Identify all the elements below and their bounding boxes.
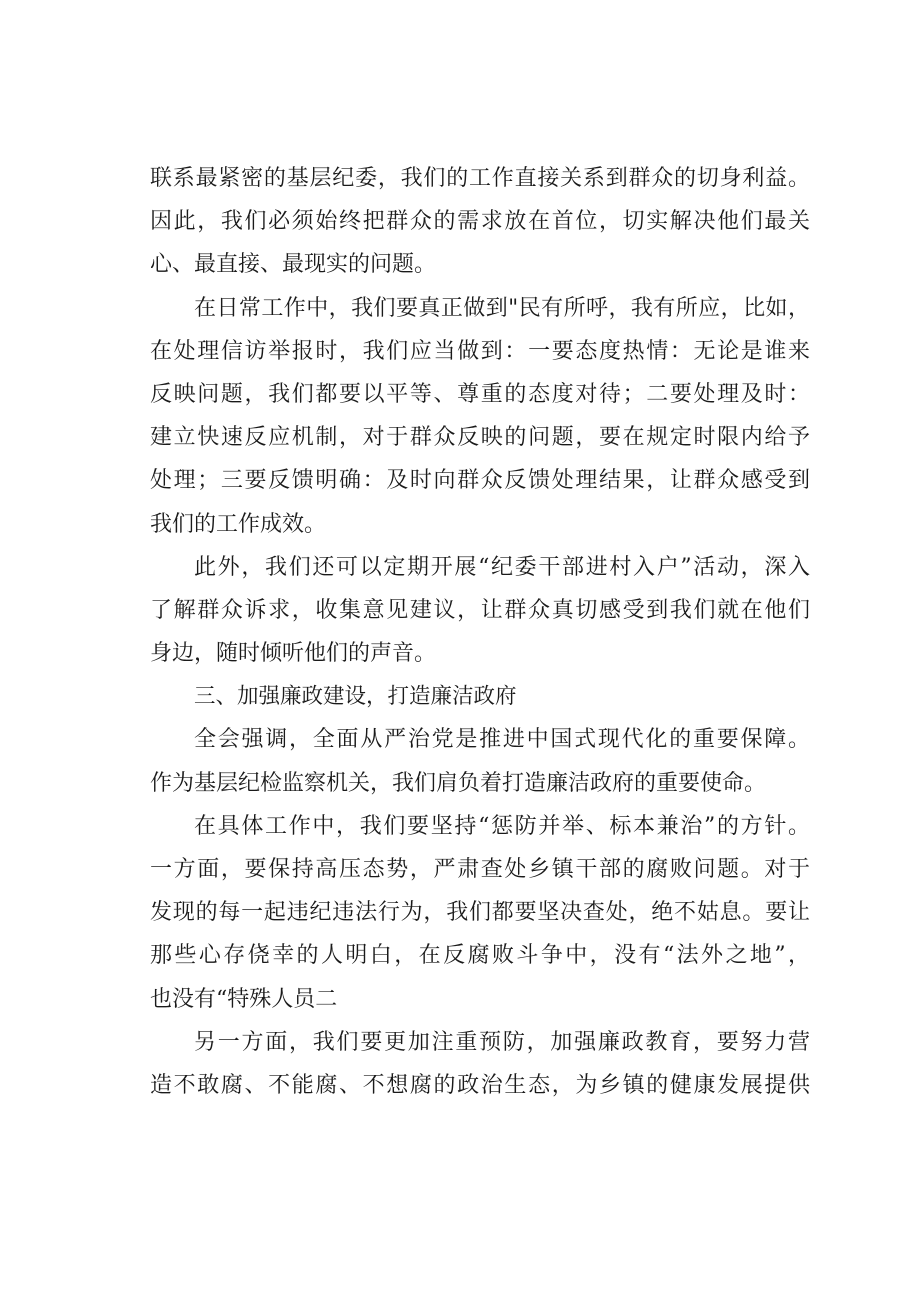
- text-line: 发现的每一起违纪违法行为，我们都要坚决查处，绝不姑息。要让: [150, 900, 810, 926]
- section-heading: 三、加强廉政建设，打造廉洁政府: [194, 684, 517, 710]
- text-line: 因此，我们必须始终把群众的需求放在首位，切实解决他们最关: [150, 209, 810, 235]
- text-line: 反映问题，我们都要以平等、尊重的态度对待；二要处理及时：: [150, 381, 810, 407]
- text-line: 联系最紧密的基层纪委，我们的工作直接关系到群众的切身利益。: [150, 166, 810, 191]
- document-page: [150, 157, 810, 1107]
- text-line: 建立快速反应机制，对于群众反映的问题，要在规定时限内给予: [150, 425, 810, 451]
- text-line: 此外，我们还可以定期开展“纪委干部进村入户”活动，深入: [194, 554, 810, 580]
- text-line: 造不敢腐、不能腐、不想腐的政治生态，为乡镇的健康发展提供: [150, 1072, 810, 1098]
- text-line: 作为基层纪检监察机关，我们肩负着打造廉洁政府的重要使命。: [150, 770, 767, 796]
- text-line: 在处理信访举报时，我们应当做到：一要态度热情：无论是谁来: [150, 338, 810, 364]
- text-line: 处理；三要反馈明确：及时向群众反馈处理结果，让群众感受到: [150, 468, 810, 494]
- text-line: 在日常工作中，我们要真正做到"民有所呼，我有所应，比如，: [194, 295, 810, 321]
- text-line: 在具体工作中，我们要坚持“惩防并举、标本兼治”的方针。: [194, 813, 810, 839]
- text-line: 一方面，要保持高压态势，严肃查处乡镇干部的腐败问题。对于: [150, 857, 810, 882]
- text-line: 也没有“特殊人员二: [150, 986, 338, 1012]
- text-line: 另一方面，我们要更加注重预防，加强廉政教育，要努力营: [194, 1029, 810, 1055]
- text-line: 那些心存侥幸的人明白，在反腐败斗争中，没有“法外之地”，: [150, 943, 810, 969]
- text-line: 了解群众诉求，收集意见建议，让群众真切感受到我们就在他们: [150, 597, 810, 623]
- text-line: 我们的工作成效。: [150, 511, 327, 537]
- text-line: 全会强调，全面从严治党是推进中国式现代化的重要保障。: [194, 727, 810, 753]
- text-line: 心、最直接、最现实的问题。: [150, 252, 437, 278]
- text-line: 身边，随时倾听他们的声音。: [150, 641, 437, 667]
